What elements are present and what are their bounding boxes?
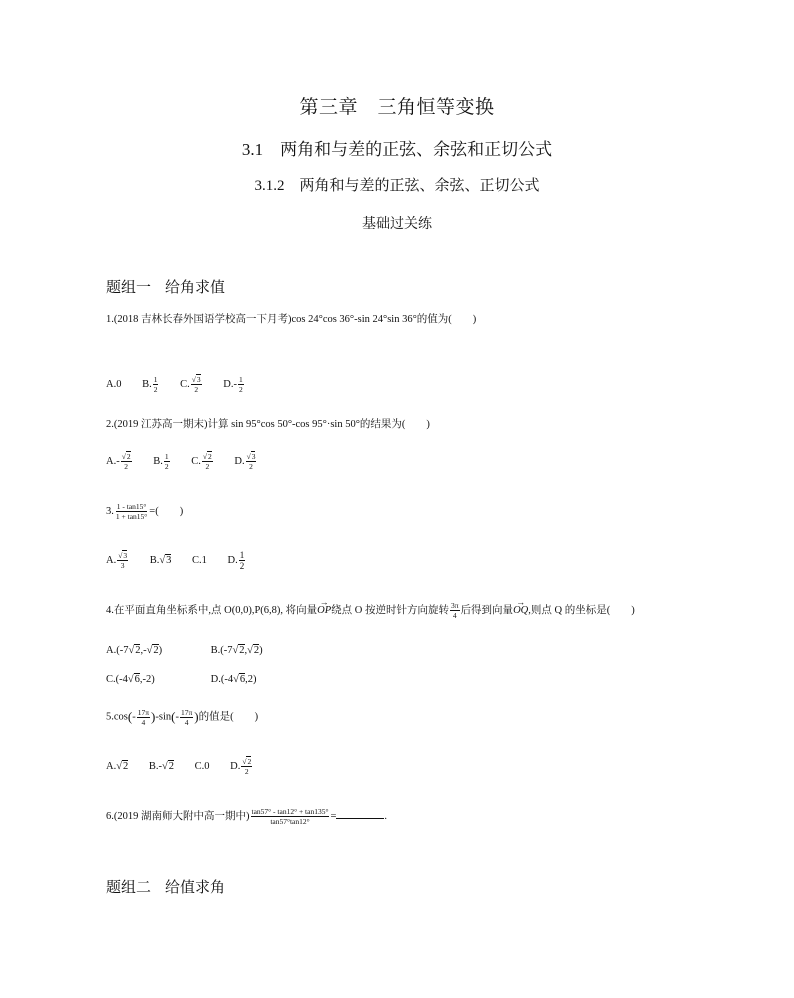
question-5-options <box>106 757 271 777</box>
q4-option-c: C.(-4√6,-2) <box>106 674 155 685</box>
group-2-heading <box>106 876 225 897</box>
chapter-title: 第三章 三角恒等变换 <box>299 97 495 118</box>
vector-oq: → OQ <box>513 601 528 621</box>
q5-option-a: A.√2 <box>106 761 129 772</box>
question-2: 2.(2019 江苏高一期末)计算 sin 95°cos 50°-cos 95°·sin 50°的结果为( ) <box>106 419 430 430</box>
q2-option-b: B. $\frac{1}{2}$ <box>153 452 169 472</box>
answer-blank[interactable] <box>336 818 384 819</box>
question-4-options-row-2 <box>106 670 274 690</box>
question-3-options <box>106 550 264 571</box>
question-4: 4.在平面直角坐标系中,点 O(0,0),P(6,8), 将向量→ OP绕点 O 按逆时针方向旋转 $\frac{3\pi}{4}$ 后得到向量→ OQ,则点 Q 的坐标是( ) <box>106 601 635 621</box>
q4-option-b: B.(-7√2,√2) <box>210 645 263 656</box>
group-1-heading <box>106 276 225 297</box>
q4-option-a: A.(-7√2,-√2) <box>106 645 163 656</box>
question-1-options <box>106 375 263 395</box>
q5-option-c: C.0 <box>194 761 210 772</box>
question-2-options <box>106 452 275 472</box>
group-1-name: 给角求值 <box>165 280 226 296</box>
q3-option-b: B.√3 <box>149 554 172 566</box>
question-5: 5.cos(- $\frac{17\pi}{4}$ )-sin(- $\frac{17\pi}{4}$ )的值是( ) <box>106 707 259 727</box>
q1-option-d: D.- $\frac{1}{2}$ <box>223 375 243 395</box>
question-1: 1.(2018 吉林长春外国语学校高一下月考)cos 24°cos 36°-sin 24°sin 36°的值为( ) <box>106 314 477 325</box>
group-2-name: 给值求角 <box>165 880 226 896</box>
section-title: 3.1 两角和与差的正弦、余弦和正切公式 <box>241 140 553 159</box>
q2-option-c: C. $\frac{√2}{2}$ <box>191 452 212 472</box>
group-2-label: 题组二 <box>106 880 152 896</box>
question-3: 3. $\frac{1 - \tan 15^\circ}{1 + \tan 15^\circ}$ =( ) <box>106 502 184 522</box>
q4-option-d: D.(-4√6,2) <box>210 674 257 685</box>
question-6: 6.(2019 湖南师大附中高一期中) $\frac{\tan 57^\circ - \tan 12^\circ + \tan 135^\circ}{\tan 57^\circ\tan 12^\circ}$ = . <box>106 807 388 827</box>
q3-option-c: C.1 <box>192 554 207 566</box>
q5-option-d: D. $\frac{√2}{2}$ <box>230 757 252 777</box>
q3-option-d: D. $\frac{1}{2}$ <box>227 550 245 571</box>
vector-op: → OP <box>317 601 331 621</box>
exercise-type: 基础过关练 <box>362 217 432 232</box>
question-4-options-row-1 <box>106 641 281 661</box>
q5-option-b: B.-√2 <box>148 761 174 772</box>
q1-option-b: B. $\frac{1}{2}$ <box>142 375 158 395</box>
subsection-title: 3.1.2 两角和与差的正弦、余弦、正切公式 <box>254 178 540 194</box>
q2-option-a: A.- $\frac{√2}{2}$ <box>106 452 131 472</box>
group-1-label: 题组一 <box>106 280 152 296</box>
q1-option-a: A.0 <box>106 379 122 390</box>
q1-option-c: C. $\frac{√3}{2}$ <box>180 375 201 395</box>
q2-option-d: D. $\frac{√3}{2}$ <box>234 452 256 472</box>
q3-option-a: A. $\frac{√3}{3}$ <box>106 550 128 570</box>
